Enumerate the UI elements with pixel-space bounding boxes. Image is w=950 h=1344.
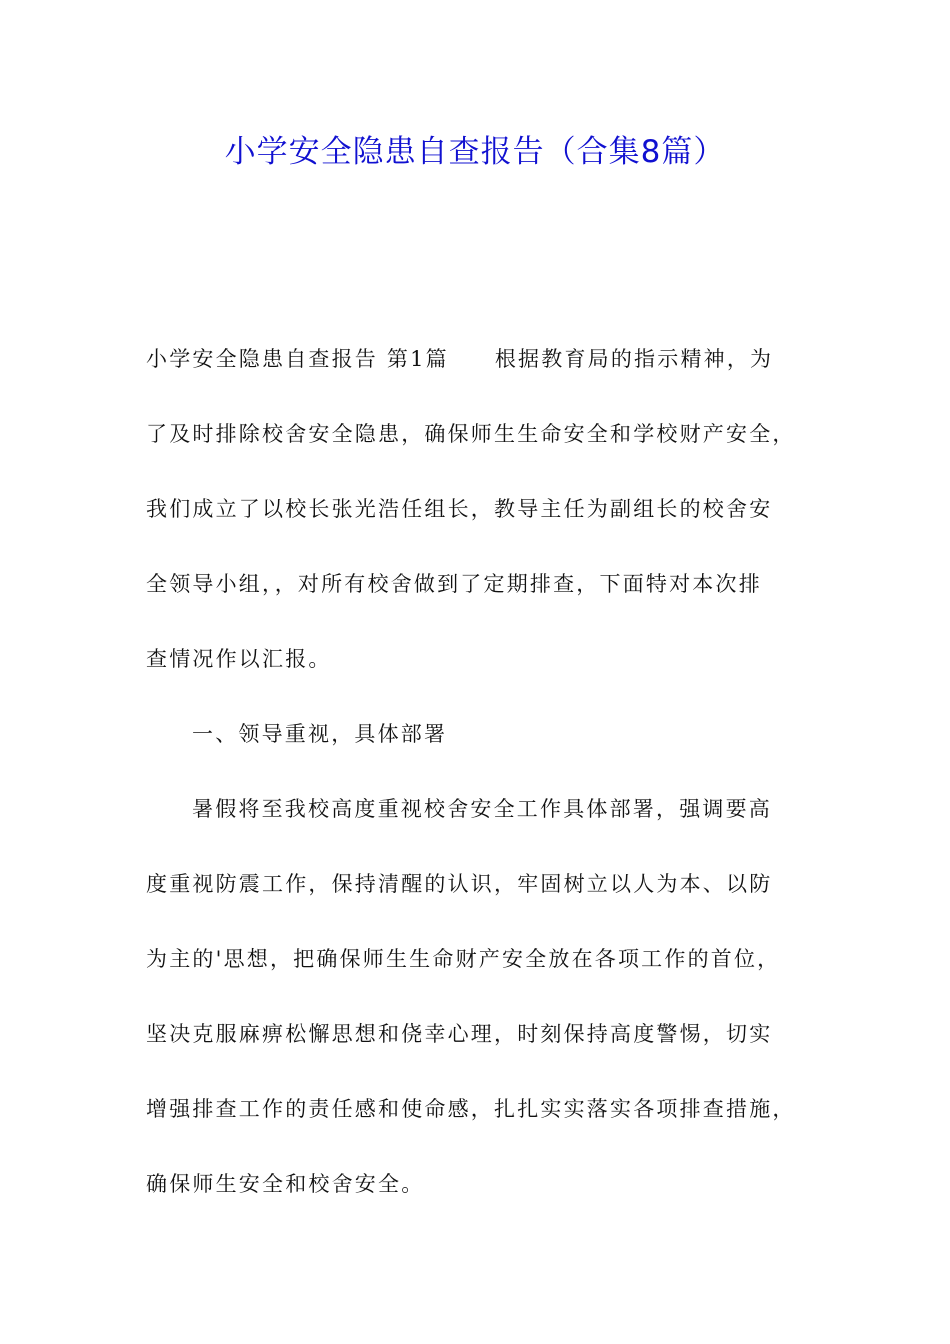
paragraph-text: 根据教育局的指示精神，为 — [494, 347, 774, 371]
paragraph-line: 了及时排除校舍安全隐患，确保师生生命安全和学校财产安全， — [146, 422, 796, 446]
paragraph-line: 增强排查工作的责任感和使命感，扎扎实实落实各项排查措施， — [146, 1097, 796, 1121]
paragraph-line: 我们成立了以校长张光浩任组长，教导主任为副组长的校舍安 — [146, 497, 773, 521]
paragraph-line: 坚决克服麻痹松懈思想和侥幸心理，时刻保持高度警惕，切实 — [146, 1022, 773, 1046]
document-body — [146, 335, 811, 1235]
paragraph-line: 为主的'思想，把确保师生生命财产安全放在各项工作的首位， — [146, 947, 781, 971]
paragraph-line: 查情况作以汇报。 — [146, 647, 332, 671]
paragraph-line: 确保师生安全和校舍安全。 — [146, 1172, 425, 1196]
paragraph-line: 度重视防震工作，保持清醒的认识，牢固树立以人为本、以防 — [146, 872, 773, 896]
section-heading-inline: 小学安全隐患自查报告 第1篇 — [146, 347, 449, 371]
paragraph-line — [146, 335, 811, 410]
paragraph-line: 全领导小组，，对所有校舍做到了定期排查，下面特对本次排 — [146, 572, 762, 596]
paragraph-line: 暑假将至我校高度重视校舍安全工作具体部署，强调要高 — [192, 797, 772, 821]
document-title: 小学安全隐患自查报告（合集8篇） — [224, 134, 726, 170]
section-heading: 一、领导重视，具体部署 — [192, 722, 448, 746]
